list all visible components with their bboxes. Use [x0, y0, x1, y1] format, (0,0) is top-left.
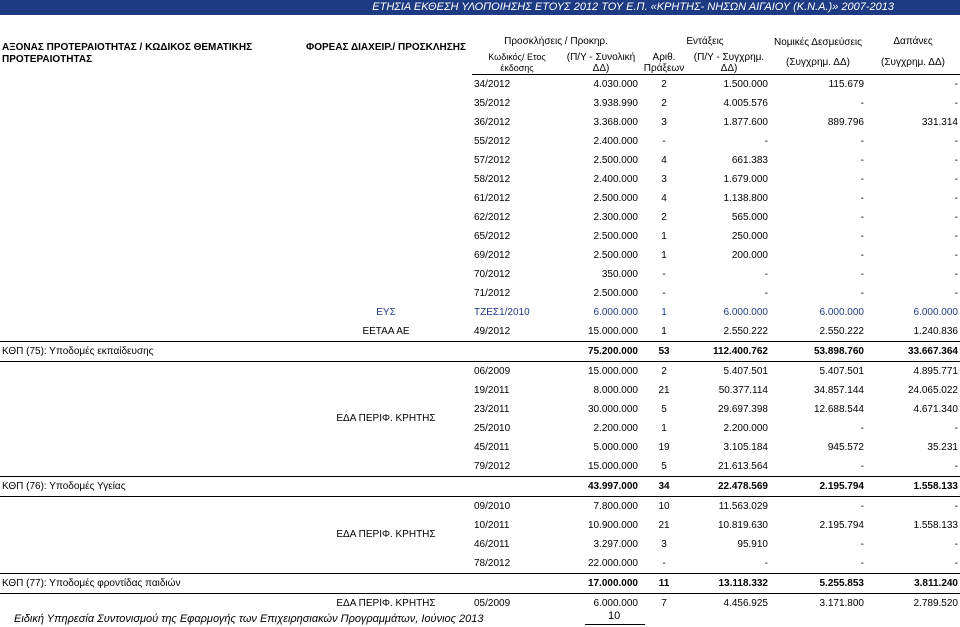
body-cell: [300, 246, 472, 265]
top-title-bar: [0, 0, 960, 15]
code-cell: 23/2011: [474, 403, 510, 415]
table-row: [0, 497, 960, 517]
code-cell: 71/2012: [474, 287, 511, 299]
group-label: ΚΘΠ (77): Υποδομές φροντίδας παιδιών: [0, 574, 472, 594]
cofin-cell: 50.377.114: [718, 384, 768, 396]
code-cell: 57/2012: [474, 154, 511, 166]
budget-cell: 30.000.000: [587, 403, 638, 415]
body-cell: [300, 151, 472, 170]
expenses-cell: -: [954, 287, 958, 299]
header-legal: Νομικές Δεσμεύσεις: [774, 36, 862, 48]
legal-cell: -: [860, 500, 864, 512]
budget-cell: 15.000.000: [587, 325, 638, 337]
cofin-cell: 565.000: [731, 211, 768, 223]
group-budget: 17.000.000: [562, 574, 640, 594]
group-budget: 43.997.000: [562, 477, 640, 497]
num-projects-cell: 2: [661, 97, 667, 109]
legal-cell: 6.000.000: [819, 306, 864, 318]
legal-cell: -: [860, 97, 864, 109]
group-code-cell: [472, 574, 562, 594]
num-projects-cell: -: [662, 135, 666, 147]
group-label: ΚΘΠ (75): Υποδομές εκπαίδευσης: [0, 342, 472, 362]
header-legal-sub: (Συγχρημ. ΔΔ): [770, 52, 866, 75]
axis-cell: [0, 208, 300, 227]
budget-cell: 3.938.990: [593, 97, 638, 109]
group-num-projects: 11: [640, 574, 688, 594]
footer-text: Ειδική Υπηρεσία Συντονισμού της Εφαρμογής των Επιχειρησιακών Προγραμμάτων, Ιούνιος 2013: [14, 613, 484, 625]
budget-cell: 6.000.000: [593, 597, 638, 609]
body-cell: [300, 75, 472, 95]
legal-cell: -: [860, 135, 864, 147]
budget-cell: 10.900.000: [587, 519, 638, 531]
expenses-cell: -: [954, 154, 958, 166]
num-projects-cell: 1: [661, 325, 667, 337]
axis-cell: [0, 227, 300, 246]
expenses-cell: -: [954, 557, 958, 569]
budget-cell: 2.500.000: [593, 287, 638, 299]
budget-cell: 15.000.000: [587, 365, 638, 377]
num-projects-cell: 21: [658, 519, 670, 531]
legal-cell: 34.857.144: [813, 384, 864, 396]
legal-cell: -: [860, 192, 864, 204]
axis-cell: [0, 75, 300, 95]
legal-cell: 12.688.544: [813, 403, 864, 415]
header-num-projects: Αριθ. Πράξεων: [640, 52, 688, 75]
cofin-cell: 1.877.600: [723, 116, 768, 128]
cofin-cell: 250.000: [731, 230, 768, 242]
group-code-cell: [472, 342, 562, 362]
expenses-cell: -: [954, 78, 958, 90]
budget-cell: 7.800.000: [593, 500, 638, 512]
group-legal: 5.255.853: [770, 574, 866, 594]
table-row: [0, 303, 960, 322]
legal-cell: 945.572: [827, 441, 864, 453]
num-projects-cell: 5: [661, 403, 667, 415]
num-projects-cell: 3: [661, 173, 667, 185]
code-cell: 45/2011: [474, 441, 510, 453]
cofin-cell: 2.550.222: [723, 325, 768, 337]
table-row: [0, 594, 960, 614]
budget-cell: 22.000.000: [587, 557, 638, 569]
header-budget: (Π/Υ - Συνολική ΔΔ): [562, 52, 640, 75]
expenses-cell: -: [954, 173, 958, 185]
legal-cell: -: [860, 557, 864, 569]
axis-cell: [0, 284, 300, 303]
budget-cell: 6.000.000: [593, 306, 638, 318]
cofin-cell: -: [764, 268, 768, 280]
cofin-cell: 1.500.000: [723, 78, 768, 90]
code-cell: 79/2012: [474, 460, 511, 472]
header-body: ΦΟΡΕΑΣ ΔΙΑΧΕΙΡ./ ΠΡΟΣΚΛΗΣΗΣ: [306, 42, 466, 53]
code-cell: 65/2012: [474, 230, 511, 242]
header-axis: ΑΞΟΝΑΣ ΠΡΟΤΕΡΑΙΟΤΗΤΑΣ / ΚΩΔΙΚΟΣ ΘΕΜΑΤΙΚΗΣ ΠΡΟΤΕΡΑΙΟΤΗΤΑΣ: [2, 42, 253, 65]
legal-cell: -: [860, 211, 864, 223]
group-cofin: 13.118.332: [688, 574, 770, 594]
body-cell: [300, 132, 472, 151]
expenses-cell: -: [954, 500, 958, 512]
cofin-cell: 4.456.925: [723, 597, 768, 609]
expenses-cell: -: [954, 211, 958, 223]
body-cell: [300, 227, 472, 246]
budget-cell: 15.000.000: [587, 460, 638, 472]
body-cell: ΕΔΑ ΠΕΡΙΦ. ΚΡΗΤΗΣ: [336, 413, 436, 424]
table-row: [0, 189, 960, 208]
cofin-cell: 200.000: [731, 249, 768, 261]
num-projects-cell: 1: [661, 306, 667, 318]
table-row: [0, 170, 960, 189]
body-cell: ΕΔΑ ΠΕΡΙΦ. ΚΡΗΤΗΣ: [336, 529, 436, 540]
axis-cell: [0, 189, 300, 208]
body-cell: ΕΕΤΑΑ ΑΕ: [362, 325, 410, 337]
table-row: [0, 362, 960, 382]
legal-cell: -: [860, 230, 864, 242]
budget-cell: 4.030.000: [593, 78, 638, 90]
group-total-row: [0, 574, 960, 594]
table-row: [0, 75, 960, 95]
expenses-cell: -: [954, 192, 958, 204]
code-cell: 70/2012: [474, 268, 511, 280]
num-projects-cell: 5: [661, 460, 667, 472]
expenses-cell: 4.895.771: [913, 365, 958, 377]
legal-cell: -: [860, 173, 864, 185]
axis-cell: [0, 265, 300, 284]
expenses-cell: 24.065.022: [907, 384, 958, 396]
budget-cell: 2.500.000: [593, 249, 638, 261]
budget-cell: 350.000: [601, 268, 638, 280]
legal-cell: -: [860, 538, 864, 550]
cofin-cell: 2.200.000: [723, 422, 768, 434]
legal-cell: -: [860, 460, 864, 472]
cofin-cell: 661.383: [731, 154, 768, 166]
axis-cell: [0, 94, 300, 113]
budget-cell: 8.000.000: [593, 384, 638, 396]
cofin-cell: 5.407.501: [723, 365, 768, 377]
code-cell: 35/2012: [474, 97, 511, 109]
num-projects-cell: 2: [661, 78, 667, 90]
group-expenses: 3.811.240: [866, 574, 960, 594]
num-projects-cell: 21: [658, 384, 670, 396]
num-projects-cell: 2: [661, 365, 667, 377]
expenses-cell: -: [954, 97, 958, 109]
expenses-cell: -: [954, 230, 958, 242]
cofin-cell: 95.910: [737, 538, 768, 550]
table-row: [0, 265, 960, 284]
page-number: 10: [608, 610, 621, 622]
expenses-cell: 1.558.133: [913, 519, 958, 531]
code-cell: 10/2011: [474, 519, 510, 531]
budget-cell: 2.400.000: [593, 173, 638, 185]
budget-cell: 5.000.000: [593, 441, 638, 453]
code-cell: 06/2009: [474, 365, 511, 377]
cofin-cell: 1.679.000: [723, 173, 768, 185]
cofin-cell: -: [764, 557, 768, 569]
group-total-row: [0, 342, 960, 362]
budget-cell: 3.368.000: [593, 116, 638, 128]
header-expenses: Δαπάνες: [893, 36, 933, 47]
header-expenses-sub: (Συγχρημ. ΔΔ): [866, 52, 960, 75]
legal-cell: 3.171.800: [819, 597, 864, 609]
group-cofin: 22.478.569: [688, 477, 770, 497]
table-row: [0, 208, 960, 227]
body-cell: [300, 284, 472, 303]
legal-cell: 115.679: [828, 78, 864, 90]
num-projects-cell: 4: [661, 192, 667, 204]
axis-cell: [0, 132, 300, 151]
code-cell: 62/2012: [474, 211, 511, 223]
axis-cell: [0, 322, 300, 342]
body-cell: [300, 265, 472, 284]
group-legal: 53.898.760: [770, 342, 866, 362]
group-total-row: [0, 477, 960, 497]
header-cofin: (Π/Υ - Συγχρημ. ΔΔ): [688, 52, 770, 75]
body-cell: [300, 113, 472, 132]
table-row: [0, 227, 960, 246]
budget-cell: 2.500.000: [593, 154, 638, 166]
num-projects-cell: 1: [661, 230, 667, 242]
header-entaxeis: Εντάξεις: [686, 36, 724, 47]
code-cell: 34/2012: [474, 78, 511, 90]
cofin-cell: 21.613.564: [717, 460, 768, 472]
group-expenses: 1.558.133: [866, 477, 960, 497]
num-projects-cell: 19: [658, 441, 670, 453]
cofin-cell: -: [764, 135, 768, 147]
budget-cell: 2.500.000: [593, 192, 638, 204]
header-row-top: [0, 32, 960, 52]
body-cell: [300, 94, 472, 113]
expenses-cell: 1.240.836: [913, 325, 958, 337]
code-cell: 25/2010: [474, 422, 511, 434]
group-num-projects: 34: [640, 477, 688, 497]
expenses-cell: -: [954, 538, 958, 550]
num-projects-cell: 7: [661, 597, 667, 609]
axis-cell: [0, 170, 300, 189]
legal-cell: -: [860, 154, 864, 166]
cofin-cell: -: [764, 287, 768, 299]
budget-cell: 2.200.000: [593, 422, 638, 434]
legal-cell: 2.550.222: [819, 325, 864, 337]
document-title: ΕΤΗΣΙΑ ΕΚΘΕΣΗ ΥΛΟΠΟΙΗΣΗΣ ΕΤΟΥΣ 2012 ΤΟΥ Ε.Π. «ΚΡΗΤΗΣ- ΝΗΣΩΝ ΑΙΓΑΙΟΥ (Κ.Ν.Α.)» 2007-2013: [372, 1, 894, 13]
budget-cell: 2.300.000: [593, 211, 638, 223]
group-code-cell: [472, 477, 562, 497]
code-cell: 46/2011: [474, 538, 510, 550]
expenses-cell: 331.314: [921, 116, 958, 128]
code-cell: 19/2011: [474, 384, 510, 396]
expenses-cell: -: [954, 135, 958, 147]
code-cell: 05/2009: [474, 597, 511, 609]
body-cell: ΕΥΣ: [376, 306, 396, 318]
num-projects-cell: 2: [661, 211, 667, 223]
legal-cell: 889.796: [827, 116, 864, 128]
axis-cell: [0, 303, 300, 322]
budget-cell: 2.400.000: [593, 135, 638, 147]
code-cell: 36/2012: [474, 116, 511, 128]
group-legal: 2.195.794: [770, 477, 866, 497]
axis-cell: [0, 151, 300, 170]
expenses-cell: 6.000.000: [913, 306, 958, 318]
axis-cell: [0, 113, 300, 132]
group-budget: 75.200.000: [562, 342, 640, 362]
num-projects-cell: 1: [661, 422, 667, 434]
cofin-cell: 11.563.029: [718, 500, 768, 512]
expenses-cell: -: [954, 460, 958, 472]
group-cofin: 112.400.762: [688, 342, 770, 362]
table-row: [0, 246, 960, 265]
table-row: [0, 284, 960, 303]
code-cell: 55/2012: [474, 135, 511, 147]
budget-cell: 2.500.000: [593, 230, 638, 242]
cofin-cell: 10.819.630: [717, 519, 768, 531]
body-cell: [300, 189, 472, 208]
page-number-line: [585, 624, 645, 625]
num-projects-cell: 3: [661, 116, 667, 128]
axis-cell: [0, 497, 300, 574]
table-row: [0, 151, 960, 170]
num-projects-cell: -: [662, 268, 666, 280]
code-cell: ΤΖΕΣ1/2010: [474, 306, 530, 318]
body-cell: ΕΔΑ ΠΕΡΙΦ. ΚΡΗΤΗΣ: [336, 597, 436, 609]
budget-cell: 3.297.000: [593, 538, 638, 550]
code-cell: 09/2010: [474, 500, 511, 512]
legal-cell: -: [860, 268, 864, 280]
data-table: [0, 32, 960, 613]
header-code: Κωδικός/ Ετος έκδοσης: [472, 52, 562, 75]
code-cell: 49/2012: [474, 325, 511, 337]
num-projects-cell: 3: [661, 538, 667, 550]
expenses-cell: -: [954, 249, 958, 261]
group-num-projects: 53: [640, 342, 688, 362]
table-row: [0, 322, 960, 342]
cofin-cell: 4.005.576: [723, 97, 768, 109]
axis-cell: [0, 362, 300, 477]
legal-cell: -: [860, 287, 864, 299]
num-projects-cell: 10: [658, 500, 670, 512]
table-row: [0, 113, 960, 132]
table-row: [0, 94, 960, 113]
num-projects-cell: 1: [661, 249, 667, 261]
code-cell: 69/2012: [474, 249, 511, 261]
expenses-cell: 35.231: [927, 441, 958, 453]
expenses-cell: 4.671.340: [913, 403, 958, 415]
code-cell: 78/2012: [474, 557, 511, 569]
expenses-cell: 2.789.520: [913, 597, 958, 609]
table-row: [0, 132, 960, 151]
cofin-cell: 1.138.800: [723, 192, 768, 204]
group-expenses: 33.667.364: [866, 342, 960, 362]
cofin-cell: 6.000.000: [723, 306, 768, 318]
axis-cell: [0, 246, 300, 265]
legal-cell: 2.195.794: [819, 519, 864, 531]
num-projects-cell: -: [662, 287, 666, 299]
expenses-cell: -: [954, 268, 958, 280]
axis-cell: [0, 594, 300, 614]
body-cell: [300, 170, 472, 189]
code-cell: 58/2012: [474, 173, 511, 185]
legal-cell: 5.407.501: [819, 365, 864, 377]
body-cell: [300, 208, 472, 227]
num-projects-cell: 4: [661, 154, 667, 166]
code-cell: 61/2012: [474, 192, 511, 204]
num-projects-cell: -: [662, 557, 666, 569]
header-calls: Προσκλήσεις / Προκηρ.: [504, 36, 608, 47]
expenses-cell: -: [954, 422, 958, 434]
cofin-cell: 29.697.398: [717, 403, 768, 415]
group-label: ΚΘΠ (76): Υποδομές Υγείας: [0, 477, 472, 497]
cofin-cell: 3.105.184: [723, 441, 768, 453]
legal-cell: -: [860, 249, 864, 261]
legal-cell: -: [860, 422, 864, 434]
